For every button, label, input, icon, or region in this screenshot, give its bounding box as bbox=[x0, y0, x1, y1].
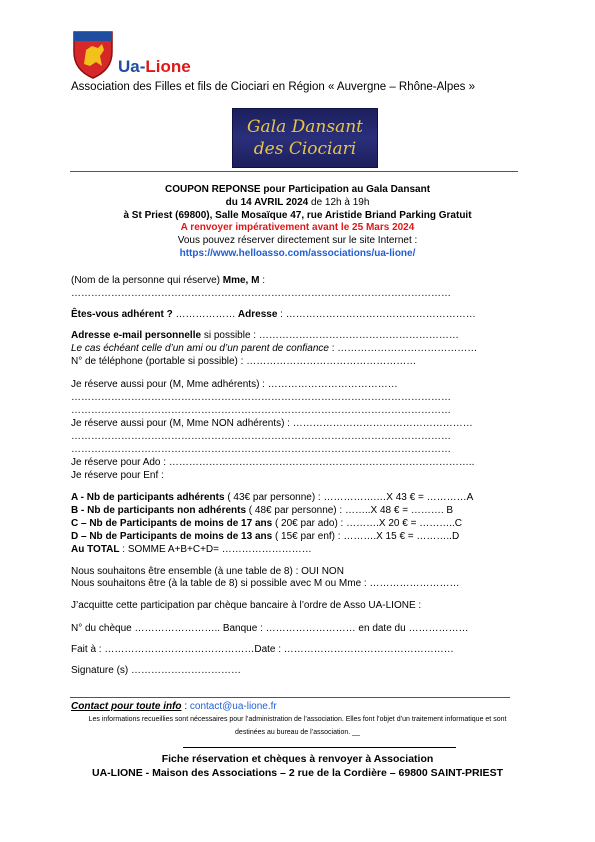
name-dots[interactable]: …………………………………………………………………………………………………… bbox=[71, 288, 451, 299]
tally-b-rest: ( 48€ par personne) : ……..X 48 € = ………. B bbox=[246, 505, 454, 516]
gala-banner-line2: des Ciociari bbox=[253, 139, 357, 159]
cheque-number-line[interactable]: N° du chèque …………………….. Banque : ……………………… en date du ……………… bbox=[71, 623, 469, 634]
address-divider bbox=[183, 747, 456, 748]
tally-row-c[interactable] bbox=[71, 518, 462, 529]
cheque-statement: J’acquitte cette participation par chèque bancaire à l’ordre de Asso UA-LIONE : bbox=[71, 600, 422, 611]
tally-b-label: B - Nb de participants non adhérents bbox=[71, 505, 247, 516]
tally-d-label: D – Nb de Participants de moins de 13 ans bbox=[71, 531, 273, 542]
tally-a-label: A - Nb de participants adhérents bbox=[71, 492, 225, 503]
reserve-nonmembers-dots-2[interactable]: …………………………………………………………………………………………………… bbox=[71, 444, 451, 455]
brand-name bbox=[118, 57, 191, 77]
sheet-title: Fiche réservation et chèques à renvoyer à Association bbox=[161, 753, 434, 765]
brand-ua: Ua- bbox=[118, 57, 146, 76]
contact-colon: : bbox=[181, 701, 190, 712]
reserve-nonmembers-line[interactable]: Je réserve aussi pour (M, Mme NON adhérents) : ……………………………………………… bbox=[71, 418, 473, 429]
name-title: Mme, M bbox=[222, 275, 260, 286]
email-label: Adresse e-mail personnelle bbox=[71, 330, 202, 341]
top-divider bbox=[70, 171, 518, 172]
footer-divider bbox=[70, 697, 510, 698]
friend-label: Le cas échéant celle d’un ami ou d’un parent de confiance bbox=[71, 343, 329, 354]
together-line-1[interactable]: Nous souhaitons être ensemble (à une table de 8) : OUI NON bbox=[71, 566, 344, 577]
address-label: Adresse bbox=[237, 309, 278, 320]
contact-line bbox=[71, 701, 277, 712]
association-name: Association des Filles et fils de Ciociari en Région « Auvergne – Rhône-Alpes » bbox=[71, 81, 475, 93]
signature-line[interactable]: Signature (s) …………………………… bbox=[71, 665, 242, 676]
reserve-enf-line[interactable]: Je réserve pour Enf : bbox=[71, 470, 164, 481]
coupon-date-rest: de 12h à 19h bbox=[308, 197, 370, 208]
association-address: UA-LIONE - Maison des Associations – 2 rue de la Cordière – 69800 SAINT-PRIEST bbox=[92, 767, 503, 779]
brand-lione: Lione bbox=[145, 57, 191, 76]
coupon-date-bold: du 14 AVRIL 2024 bbox=[225, 197, 309, 208]
coupon-deadline: A renvoyer impérativement avant le 25 Mars 2024 bbox=[180, 222, 415, 233]
coupon-title: COUPON REPONSE pour Participation au Gala Dansant bbox=[164, 184, 431, 195]
name-label: (Nom de la personne qui réserve) bbox=[71, 275, 223, 286]
tally-c-rest: ( 20€ par ado) : ……….X 20 € = ………..C bbox=[272, 518, 462, 529]
coupon-place: à St Priest (69800), Salle Mosaïque 47, rue Aristide Briand Parking Gratuit bbox=[123, 210, 472, 221]
total-line[interactable] bbox=[71, 544, 312, 555]
member-label: Êtes-vous adhérent ? bbox=[71, 309, 173, 320]
tally-row-a[interactable] bbox=[71, 492, 473, 503]
together-line-2[interactable]: Nous souhaitons être (à la table de 8) si possible avec M ou Mme : ……………………… bbox=[71, 578, 460, 589]
tally-c-label: C – Nb de Participants de moins de 17 ans bbox=[71, 518, 273, 529]
friend-dots[interactable]: : …………………………………… bbox=[328, 343, 478, 354]
tally-row-d[interactable] bbox=[71, 531, 459, 542]
contact-email-link[interactable]: contact@ua-lione.fr bbox=[189, 701, 277, 712]
member-question bbox=[71, 309, 476, 320]
total-rest: : SOMME A+B+C+D= ……………………… bbox=[119, 544, 312, 555]
coupon-date bbox=[0, 197, 595, 208]
gala-banner-line1: Gala Dansant bbox=[246, 117, 364, 137]
privacy-line-1: Les informations recueillies sont nécessaires pour l’administration de l’association. Elles font l’objet d’un traitement informatique et sont bbox=[88, 716, 507, 723]
name-line bbox=[71, 275, 265, 286]
reserve-members-dots-2[interactable]: …………………………………………………………………………………………………… bbox=[71, 405, 451, 416]
privacy-line-2: destinées au bureau de l’association. __ bbox=[235, 729, 360, 736]
phone-line[interactable]: N° de téléphone (portable si possible) : …………………………………………… bbox=[71, 356, 417, 367]
reserve-nonmembers-dots-1[interactable]: …………………………………………………………………………………………………… bbox=[71, 431, 451, 442]
email-line bbox=[71, 330, 459, 341]
reserve-members-dots-1[interactable]: …………………………………………………………………………………………………… bbox=[71, 392, 451, 403]
member-dots[interactable]: ……………… bbox=[172, 309, 236, 320]
reserve-ado-line[interactable]: Je réserve pour Ado : ……………………………………………………………………………….. bbox=[71, 457, 475, 468]
contact-label: Contact pour toute info bbox=[71, 701, 182, 712]
ua-lione-logo bbox=[72, 28, 114, 80]
tally-a-rest: ( 43€ par personne) : …………….…X 43 € = …………A bbox=[224, 492, 474, 503]
name-colon: : bbox=[259, 275, 265, 286]
tally-d-rest: ( 15€ par enf) : ……….X 15 € = ………..D bbox=[272, 531, 460, 542]
friend-line bbox=[71, 343, 477, 354]
email-dots[interactable]: si possible : …………………………………………………… bbox=[201, 330, 459, 341]
reserve-members-line[interactable]: Je réserve aussi pour (M, Mme adhérents) : ………………………………… bbox=[71, 379, 398, 390]
tally-row-b[interactable] bbox=[71, 505, 453, 516]
gala-banner bbox=[232, 108, 378, 168]
helloasso-link[interactable]: https://www.helloasso.com/associations/ua-lione/ bbox=[179, 248, 416, 259]
coupon-online: Vous pouvez réserver directement sur le site Internet : bbox=[177, 235, 418, 246]
place-date-line[interactable]: Fait à : ………………………………………Date : …………………………………………… bbox=[71, 644, 454, 655]
total-label: Au TOTAL bbox=[71, 544, 120, 555]
address-dots[interactable]: : ………………………………………………… bbox=[277, 309, 476, 320]
